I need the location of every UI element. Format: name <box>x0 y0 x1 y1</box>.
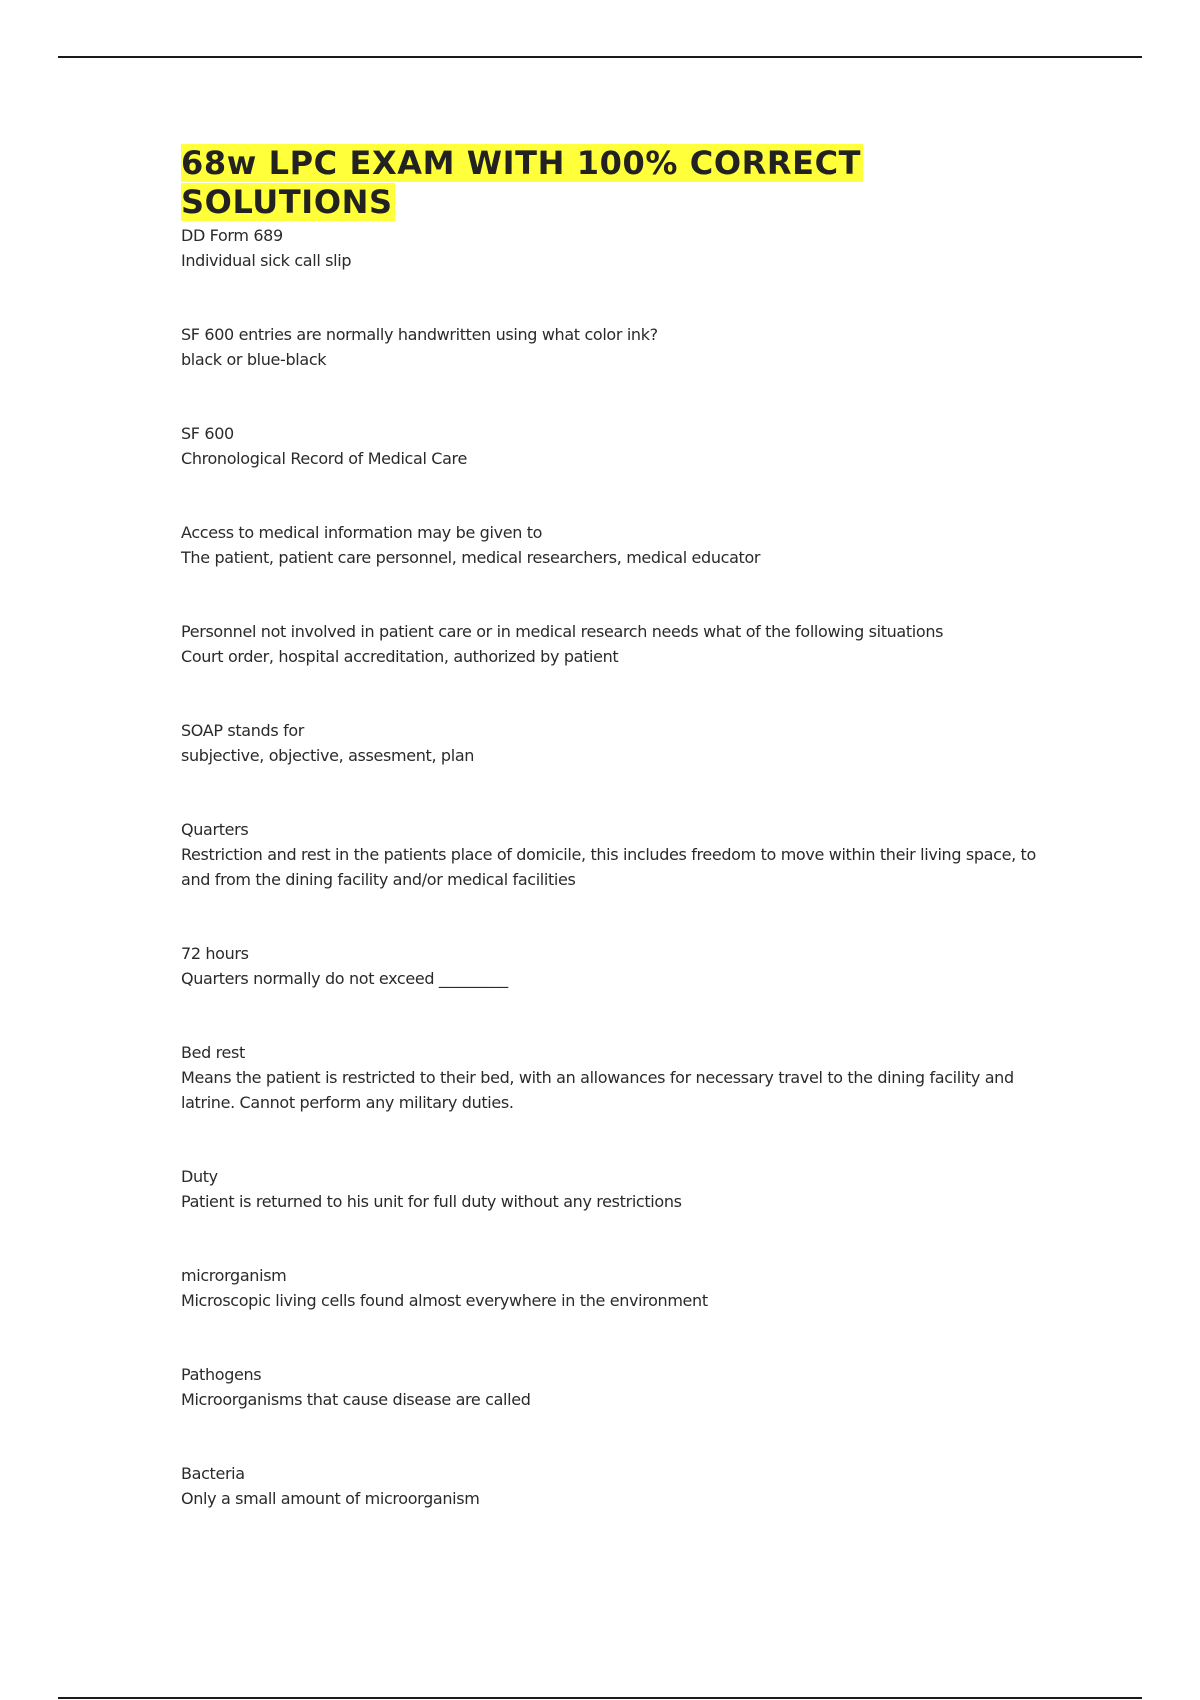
card-definition: Court order, hospital accreditation, authorized by patient <box>181 647 619 666</box>
card-term: Pathogens <box>181 1365 262 1384</box>
flashcard <box>181 619 1041 669</box>
flashcard <box>181 520 1041 570</box>
card-definition: Microorganisms that cause disease are called <box>181 1390 531 1409</box>
flashcard <box>181 1362 1041 1412</box>
card-definition: Chronological Record of Medical Care <box>181 449 467 468</box>
card-definition: Only a small amount of microorganism <box>181 1489 480 1508</box>
card-term: SF 600 <box>181 424 234 443</box>
card-definition: The patient, patient care personnel, medical researchers, medical educator <box>181 548 761 567</box>
card-term: Access to medical information may be given to <box>181 523 543 542</box>
card-definition: Patient is returned to his unit for full duty without any restrictions <box>181 1192 682 1211</box>
flashcard <box>181 1040 1041 1115</box>
card-term: Duty <box>181 1167 218 1186</box>
card-definition: Individual sick call slip <box>181 251 352 270</box>
card-term: Bacteria <box>181 1464 245 1483</box>
card-term: Bed rest <box>181 1043 245 1062</box>
title-line-2: SOLUTIONS <box>181 183 393 221</box>
document-body <box>181 144 1041 1560</box>
top-rule <box>58 56 1142 58</box>
flashcard <box>181 223 1041 273</box>
card-definition: Restriction and rest in the patients place of domicile, this includes freedom to move within their living space, to and from the dining facility and/or medical facilities <box>181 845 1036 889</box>
flashcard-list <box>181 223 1041 1511</box>
card-term: microrganism <box>181 1266 287 1285</box>
card-term: SF 600 entries are normally handwritten using what color ink? <box>181 325 658 344</box>
card-term: Quarters <box>181 820 249 839</box>
card-definition: subjective, objective, assesment, plan <box>181 746 475 765</box>
flashcard <box>181 322 1041 372</box>
card-definition: Quarters normally do not exceed _________ <box>181 969 508 988</box>
card-definition: Means the patient is restricted to their bed, with an allowances for necessary travel to the dining facility and latrine. Cannot perform any military duties. <box>181 1068 1014 1112</box>
flashcard <box>181 1263 1041 1313</box>
flashcard <box>181 1164 1041 1214</box>
card-term: Personnel not involved in patient care or in medical research needs what of the following situations <box>181 622 944 641</box>
flashcard <box>181 817 1041 892</box>
flashcard <box>181 718 1041 768</box>
card-term: 72 hours <box>181 944 249 963</box>
card-definition: Microscopic living cells found almost everywhere in the environment <box>181 1291 708 1310</box>
card-term: SOAP stands for <box>181 721 305 740</box>
title-line-1: 68w LPC EXAM WITH 100% CORRECT <box>181 144 862 182</box>
flashcard <box>181 941 1041 991</box>
flashcard <box>181 1461 1041 1511</box>
card-term: DD Form 689 <box>181 226 283 245</box>
flashcard <box>181 421 1041 471</box>
card-definition: black or blue-black <box>181 350 327 369</box>
document-title <box>181 144 1041 222</box>
bottom-rule <box>58 1697 1142 1699</box>
